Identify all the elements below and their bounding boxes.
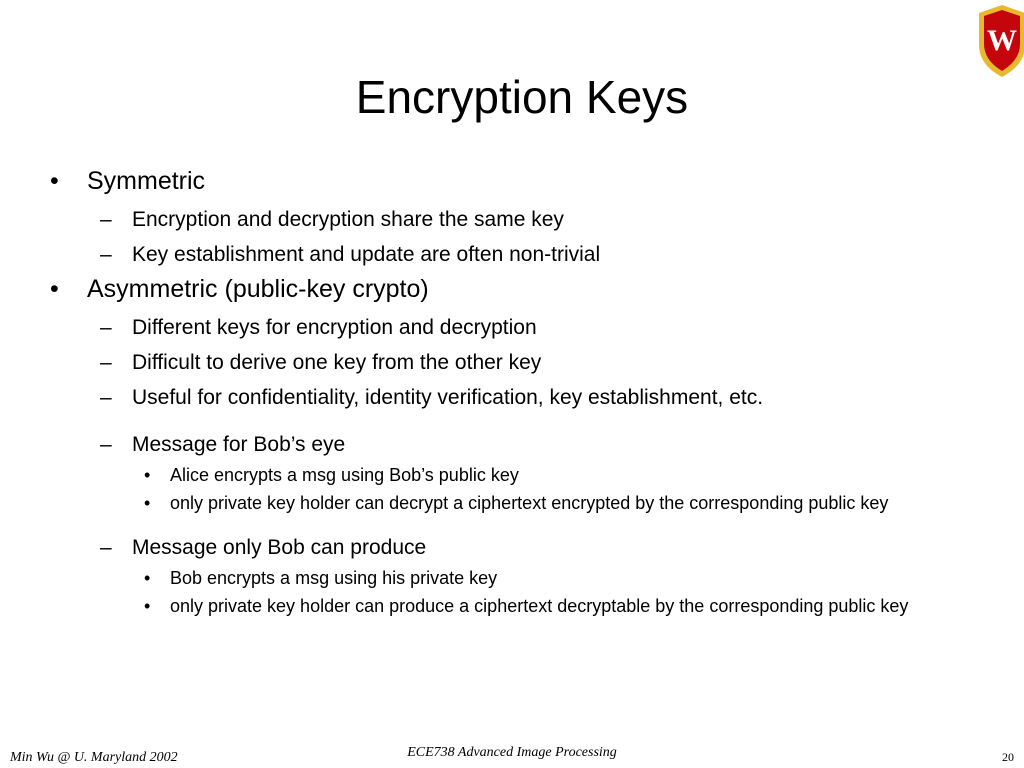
dash-marker: – (100, 208, 112, 231)
sub-item-text: Different keys for encryption and decryption (132, 316, 537, 339)
page-number: 20 (1002, 750, 1014, 764)
sub-item-text: Message only Bob can produce (132, 536, 427, 559)
bullet-asymmetric (50, 272, 1010, 306)
footer-course: ECE738 Advanced Image Processing (407, 745, 617, 760)
dash-marker: – (100, 243, 112, 266)
footer-author: Min Wu @ U. Maryland 2002 (10, 750, 178, 765)
sub-sub-item-text: only private key holder can decrypt a ciphertext encrypted by the corresponding public key (170, 493, 889, 513)
bullet-symmetric (50, 164, 1010, 198)
logo-letter: W (987, 24, 1017, 57)
sub-item (50, 534, 1010, 561)
slide-title: Encryption Keys (355, 71, 689, 123)
sub-item (50, 431, 1010, 458)
slide-body (50, 164, 1010, 617)
small-bullet-marker: • (144, 493, 151, 513)
sub-sub-item (50, 464, 1010, 486)
sub-sub-item-text: Bob encrypts a msg using his private key (170, 568, 498, 588)
dash-marker: – (100, 351, 112, 374)
bullet-text: Asymmetric (public-key crypto) (87, 275, 429, 303)
small-bullet-marker: • (144, 596, 151, 616)
sub-item (50, 241, 1010, 268)
bullet-text: Symmetric (87, 167, 206, 195)
bullet-marker: • (50, 275, 59, 303)
sub-item-text: Encryption and decryption share the same key (132, 208, 564, 231)
dash-marker: – (100, 316, 112, 339)
sub-item-text: Message for Bob’s eye (132, 433, 346, 456)
sub-sub-item (50, 595, 1010, 617)
sub-sub-item-text: Alice encrypts a msg using Bob’s public key (170, 465, 519, 485)
sub-item-text: Difficult to derive one key from the other key (132, 351, 542, 374)
dash-marker: – (100, 536, 112, 559)
university-crest-logo (975, 3, 1024, 79)
dash-marker: – (100, 433, 112, 456)
small-bullet-marker: • (144, 465, 151, 485)
sub-sub-item-text: only private key holder can produce a ciphertext decryptable by the corresponding public key (170, 596, 909, 616)
sub-item (50, 314, 1010, 341)
sub-item (50, 349, 1010, 376)
dash-marker: – (100, 386, 112, 409)
sub-item-text: Useful for confidentiality, identity verification, key establishment, etc. (132, 386, 764, 409)
sub-sub-item (50, 492, 1010, 514)
small-bullet-marker: • (144, 568, 151, 588)
sub-item (50, 206, 1010, 233)
sub-item-text: Key establishment and update are often non-trivial (132, 243, 601, 266)
bullet-marker: • (50, 167, 59, 195)
sub-sub-item (50, 567, 1010, 589)
sub-item (50, 384, 1010, 411)
